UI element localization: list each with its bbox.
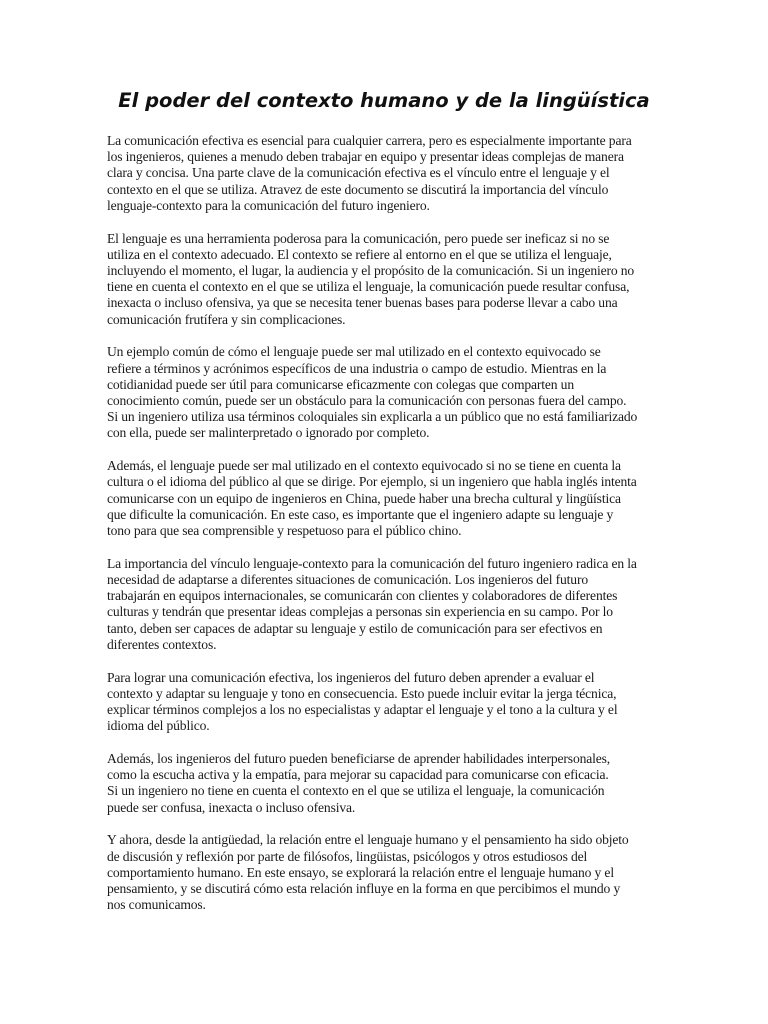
paragraph-7: Además, los ingenieros del futuro pueden beneficiarse de aprender habilidades interpersonales, como la escucha activa y la empatía, para mejorar su capacidad para comunicarse con eficacia. Si un ingeniero no tiene en cuenta el contexto en el que se utiliza el lenguaje, la comunicación puede ser confusa, inexacta o incluso ofensiva. [107,751,611,815]
document-body [107,133,665,930]
paragraph-3: Un ejemplo común de cómo el lenguaje puede ser mal utilizado en el contexto equivocado se refiere a términos y acrónimos específicos de una industria o campo de estudio. Mientras en la cotidianidad puede ser útil para comunicarse eficazmente con colegas que comparten un conocimiento común, puede ser un obstáculo para la comunicación con personas fuera del campo. Si un ingeniero utiliza usa términos coloquiales sin explicarla a un público que no está familiarizado con ella, puede ser malinterpretado o ignorado por completo. [107,344,638,441]
paragraph-5: La importancia del vínculo lenguaje-contexto para la comunicación del futuro ingeniero radica en la necesidad de adaptarse a diferentes situaciones de comunicación. Los ingenieros del futuro trabajarán en equipos internacionales, se comunicarán con clientes y colaboradores de diferentes culturas y tendrán que presentar ideas complejas a personas sin experiencia en su campo. Por lo tanto, deben ser capaces de adaptar su lenguaje y estilo de comunicación para ser efectivos en diferentes contextos. [107,555,637,652]
paragraph-2: El lenguaje es una herramienta poderosa para la comunicación, pero puede ser ineficaz si no se utiliza en el contexto adecuado. El contexto se refiere al entorno en el que se utiliza el lenguaje, incluyendo el momento, el lugar, la audiencia y el propósito de la comunicación. Si un ingeniero no tiene en cuenta el contexto en el que se utiliza el lenguaje, la comunicación puede resultar confusa, inexacta o incluso ofensiva, ya que se necesita tener buenas bases para poderse llevar a cabo una comunicación frutífera y sin complicaciones. [107,230,635,327]
paragraph-8: Y ahora, desde la antigüedad, la relación entre el lenguaje humano y el pensamiento ha sido objeto de discusión y reflexión por parte de filósofos, lingüistas, psicólogos y otros estudiosos del comportamiento humano. En este ensayo, se explorará la relación entre el lenguaje humano y el pensamiento, y se discutirá cómo esta relación influye en la forma en que percibimos el mundo y nos comunicamos. [107,832,629,913]
paragraph-6: Para lograr una comunicación efectiva, los ingenieros del futuro deben aprender a evaluar el contexto y adaptar su lenguaje y tono en consecuencia. Esto puede incluir evitar la jerga técnica, explicar términos complejos a los no especialistas y adaptar el lenguaje y el tono a la cultura y el idioma del público. [107,669,618,734]
document-title: El poder del contexto humano y de la lingüística [118,89,650,112]
paragraph-4: Además, el lenguaje puede ser mal utilizado en el contexto equivocado si no se tiene en cuenta la cultura o el idioma del público al que se dirige. Por ejemplo, si un ingeniero que habla inglés intenta comunicarse con un equipo de ingenieros en China, puede haber una brecha cultural y lingüística que dificulte la comunicación. En este caso, es importante que el ingeniero adapte su lenguaje y tono para que sea comprensible y respetuoso para el público chino. [107,458,637,539]
paragraph-1: La comunicación efectiva es esencial para cualquier carrera, pero es especialmente importante para los ingenieros, quienes a menudo deben trabajar en equipo y presentar ideas complejas de manera clara y concisa. Una parte clave de la comunicación efectiva es el vínculo entre el lenguaje y el contexto en el que se utiliza. Atravez de este documento se discutirá la importancia del vínculo lenguaje-contexto para la comunicación del futuro ingeniero. [107,133,632,213]
